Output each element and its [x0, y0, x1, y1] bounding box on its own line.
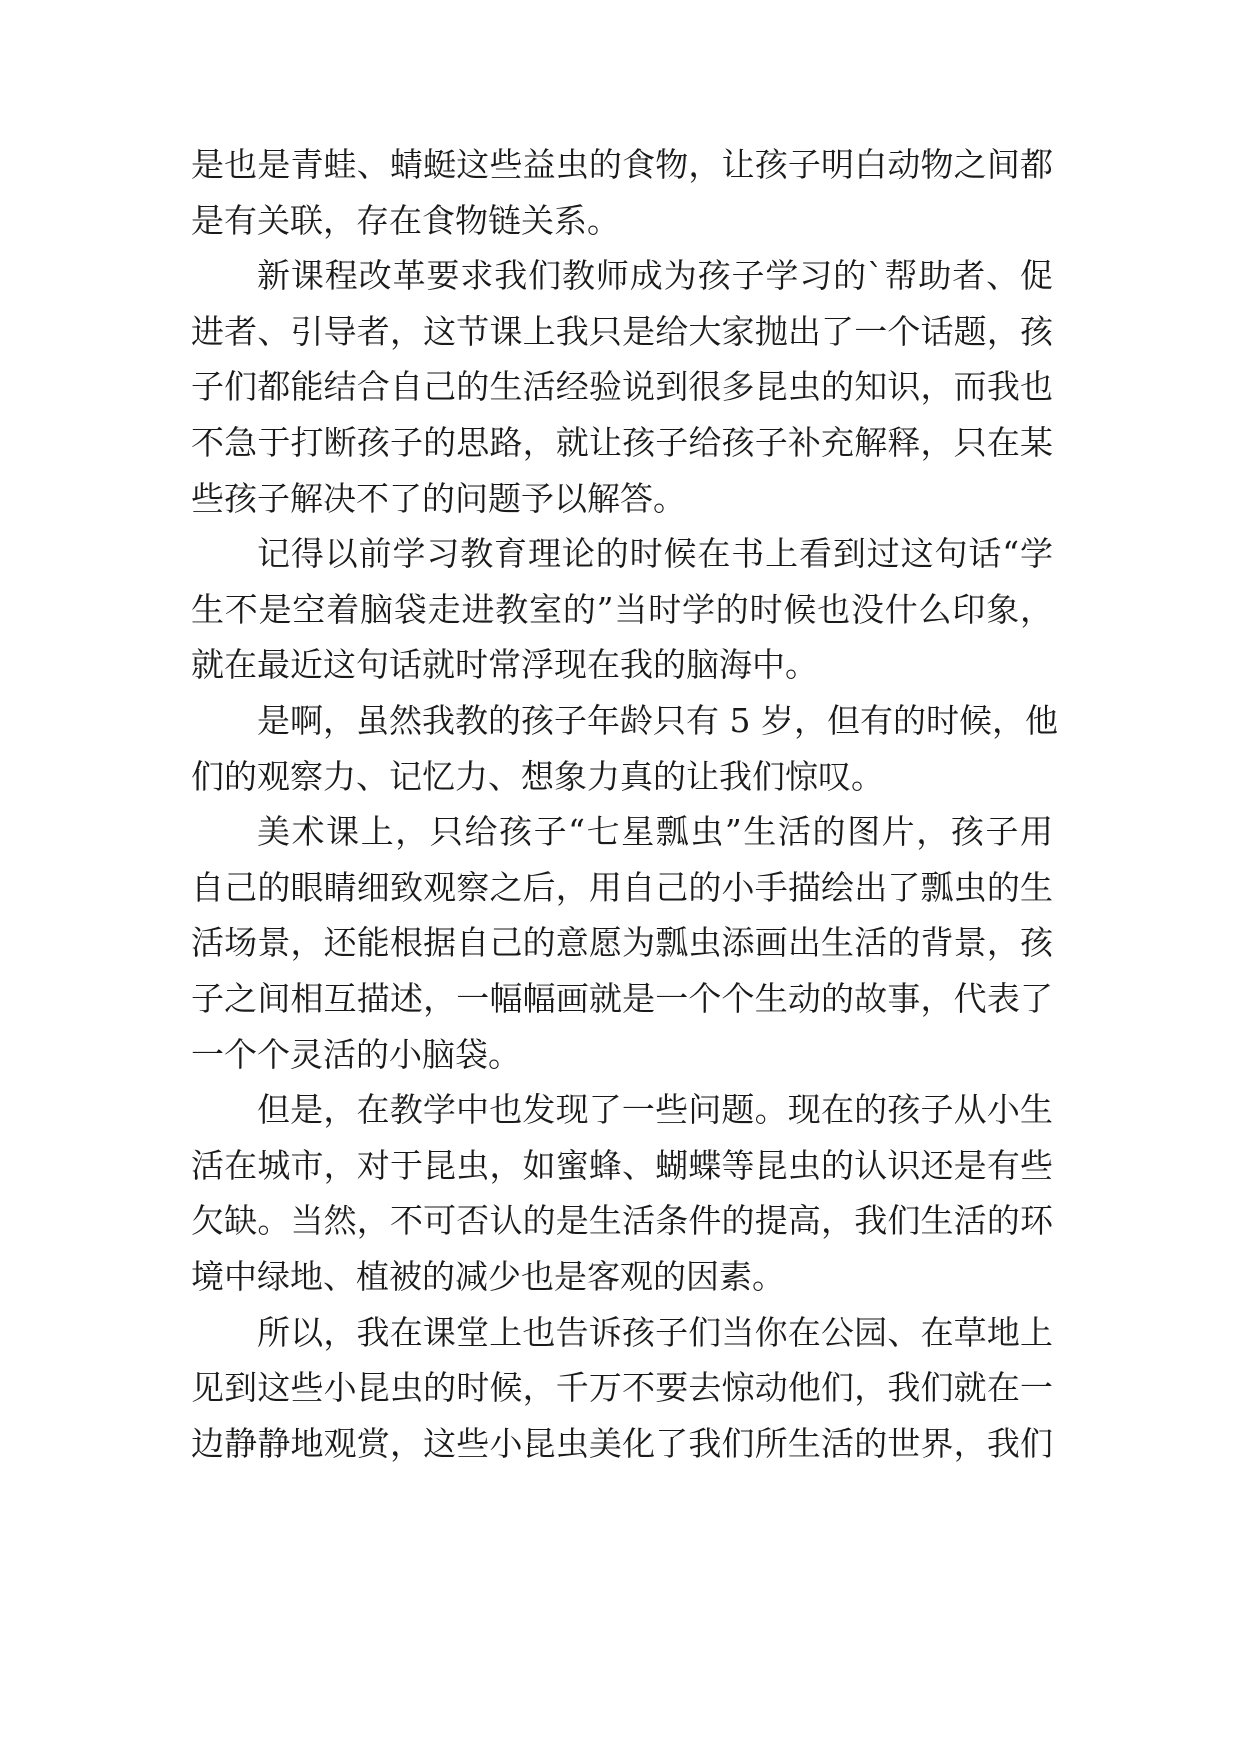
- text-line: 生不是空着脑袋走进教室的”当时学的时候也没什么印象，: [191, 589, 1053, 629]
- text-line: 境中绿地、植被的减少也是客观的因素。: [191, 1257, 785, 1296]
- text-line: 不急于打断孩子的思路，就让孩子给孩子补充解释，只在某: [191, 423, 1053, 462]
- text-line: 见到这些小昆虫的时候，千万不要去惊动他们，我们就在一: [191, 1368, 1053, 1408]
- text-line: 所以，我在课堂上也告诉孩子们当你在公园、在草地上: [257, 1312, 1053, 1352]
- text-line: 些孩子解决不了的问题予以解答。: [191, 478, 686, 518]
- text-line: 就在最近这句话就时常浮现在我的脑海中。: [191, 645, 818, 685]
- text-line: 活在城市，对于昆虫，如蜜蜂、蝴蝶等昆虫的认识还是有些: [191, 1145, 1053, 1185]
- text-line: 一个个灵活的小脑袋。: [191, 1034, 521, 1074]
- text-line: 是也是青蛙、蜻蜓这些益虫的食物，让孩子明白动物之间都: [191, 145, 1053, 184]
- text-line: 是啊，虽然我教的孩子年龄只有 5 岁，但有的时候，他: [257, 701, 1058, 740]
- text-line: 进者、引导者，这节课上我只是给大家抛出了一个话题，孩: [191, 311, 1053, 351]
- text-line: 但是，在教学中也发现了一些问题。现在的孩子从小生: [257, 1090, 1053, 1130]
- text-line: 子之间相互描述，一幅幅画就是一个个生动的故事，代表了: [191, 979, 1053, 1018]
- text-line: 是有关联，存在食物链关系。: [191, 200, 620, 240]
- text-line: 活场景，还能根据自己的意愿为瓢虫添画出生活的背景，孩: [191, 923, 1053, 963]
- text-line: 边静静地观赏，这些小昆虫美化了我们所生活的世界，我们: [191, 1423, 1053, 1463]
- text-line: 自己的眼睛细致观察之后，用自己的小手描绘出了瓢虫的生: [191, 867, 1053, 907]
- text-line: 美术课上，只给孩子“七星瓢虫”生活的图片，孩子用: [257, 812, 1053, 852]
- text-line: 欠缺。当然，不可否认的是生活条件的提高，我们生活的环: [191, 1201, 1053, 1241]
- text-line: 新课程改革要求我们教师成为孩子学习的`帮助者、促: [257, 256, 1053, 296]
- text-line: 记得以前学习教育理论的时候在书上看到过这句话“学: [257, 534, 1053, 574]
- text-line: 子们都能结合自己的生活经验说到很多昆虫的知识，而我也: [191, 367, 1053, 407]
- text-line: 们的观察力、记忆力、想象力真的让我们惊叹。: [191, 756, 884, 796]
